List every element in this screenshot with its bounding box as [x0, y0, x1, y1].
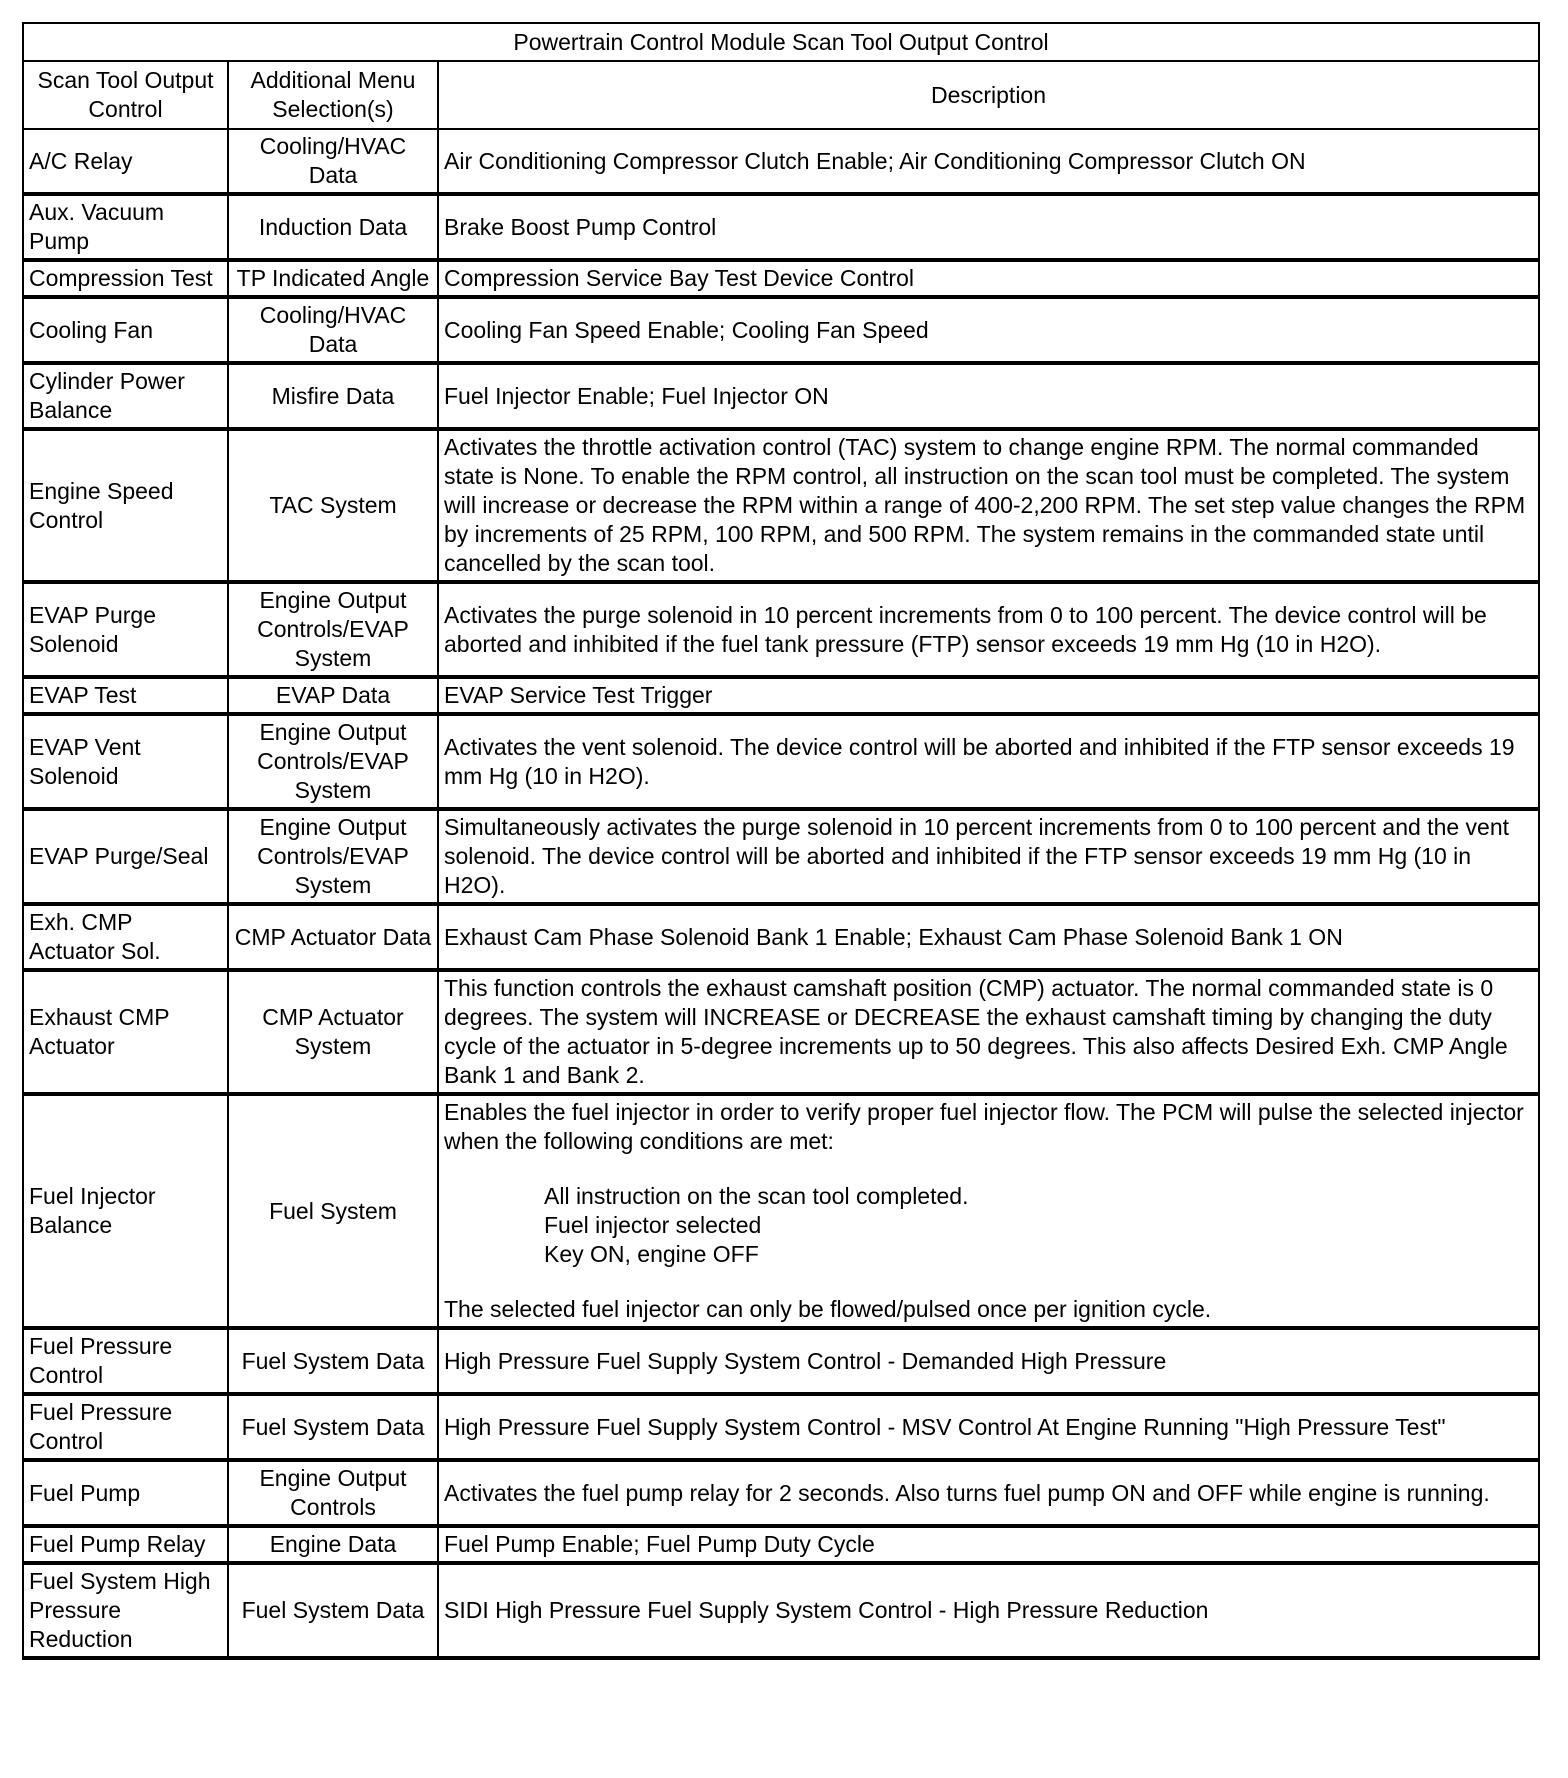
table-row — [23, 194, 1539, 260]
output-control-cell: Fuel Pressure Control — [23, 1328, 228, 1394]
table-row — [23, 904, 1539, 970]
menu-selection-cell: Fuel System Data — [228, 1394, 438, 1460]
menu-selection-cell: TP Indicated Angle — [228, 260, 438, 297]
menu-selection-cell: Engine Output Controls/EVAP System — [228, 809, 438, 904]
output-control-cell: Engine Speed Control — [23, 429, 228, 582]
description-cell: Fuel Injector Enable; Fuel Injector ON — [438, 363, 1539, 429]
description-cell: This function controls the exhaust camshaft position (CMP) actuator. The normal commanded state is 0 degrees. The system will INCREASE or DECREASE the exhaust camshaft timing by changing the duty cycle of the actuator in 5-degree increments up to 50 degrees. This also affects Desired Exh. CMP Angle Bank 1 and Bank 2. — [438, 970, 1539, 1094]
menu-selection-cell: Induction Data — [228, 194, 438, 260]
menu-selection-cell: TAC System — [228, 429, 438, 582]
output-control-cell: Cylinder Power Balance — [23, 363, 228, 429]
output-control-table — [22, 22, 1540, 1660]
output-control-cell: Fuel System High Pressure Reduction — [23, 1563, 228, 1658]
description-note: The selected fuel injector can only be flowed/pulsed once per ignition cycle. — [444, 1296, 1212, 1322]
menu-selection-cell: Fuel System Data — [228, 1328, 438, 1394]
description-cell: Activates the throttle activation control (TAC) system to change engine RPM. The normal commanded state is None. To enable the RPM control, all instruction on the scan tool must be completed. The system will increase or decrease the RPM within a range of 400-2,200 RPM. The set step value changes the RPM by increments of 25 RPM, 100 RPM, and 500 RPM. The system remains in the commanded state until cancelled by the scan tool. — [438, 429, 1539, 582]
table-row — [23, 363, 1539, 429]
output-control-cell: Cooling Fan — [23, 297, 228, 363]
table-row — [23, 129, 1539, 194]
description-cell: Activates the purge solenoid in 10 percent increments from 0 to 100 percent. The device control will be aborted and inhibited if the fuel tank pressure (FTP) sensor exceeds 19 mm Hg (10 in H2O). — [438, 582, 1539, 677]
menu-selection-cell: Engine Output Controls/EVAP System — [228, 714, 438, 809]
output-control-cell: Compression Test — [23, 260, 228, 297]
output-control-cell: Fuel Pressure Control — [23, 1394, 228, 1460]
header-description: Description — [438, 61, 1539, 129]
header-menu-selection: Additional Menu Selection(s) — [228, 61, 438, 129]
conditions-list — [544, 1182, 1533, 1269]
output-control-cell: EVAP Test — [23, 677, 228, 714]
table-row — [23, 582, 1539, 677]
table-row — [23, 297, 1539, 363]
table-row — [23, 1563, 1539, 1658]
condition-item: Key ON, engine OFF — [544, 1241, 759, 1267]
output-control-cell: Fuel Pump Relay — [23, 1526, 228, 1563]
menu-selection-cell: Misfire Data — [228, 363, 438, 429]
description-cell: EVAP Service Test Trigger — [438, 677, 1539, 714]
menu-selection-cell: Fuel System Data — [228, 1563, 438, 1658]
menu-selection-cell: Engine Output Controls/EVAP System — [228, 582, 438, 677]
output-control-cell: Fuel Injector Balance — [23, 1094, 228, 1328]
table-row — [23, 970, 1539, 1094]
description-cell: Activates the fuel pump relay for 2 seconds. Also turns fuel pump ON and OFF while engine is running. — [438, 1460, 1539, 1526]
description-cell: Fuel Pump Enable; Fuel Pump Duty Cycle — [438, 1526, 1539, 1563]
output-control-cell: A/C Relay — [23, 129, 228, 194]
output-control-cell: EVAP Purge/Seal — [23, 809, 228, 904]
menu-selection-cell: CMP Actuator Data — [228, 904, 438, 970]
description-cell: Air Conditioning Compressor Clutch Enable; Air Conditioning Compressor Clutch ON — [438, 129, 1539, 194]
output-control-cell: Exhaust CMP Actuator — [23, 970, 228, 1094]
output-control-cell: Aux. Vacuum Pump — [23, 194, 228, 260]
table-row — [23, 1460, 1539, 1526]
table-row — [23, 1526, 1539, 1563]
description-cell: Activates the vent solenoid. The device control will be aborted and inhibited if the FTP sensor exceeds 19 mm Hg (10 in H2O). — [438, 714, 1539, 809]
menu-selection-cell: Engine Output Controls — [228, 1460, 438, 1526]
table-title: Powertrain Control Module Scan Tool Output Control — [23, 23, 1539, 61]
header-output-control: Scan Tool Output Control — [23, 61, 228, 129]
table-row — [23, 429, 1539, 582]
menu-selection-cell: Fuel System — [228, 1094, 438, 1328]
description-cell: SIDI High Pressure Fuel Supply System Control - High Pressure Reduction — [438, 1563, 1539, 1658]
menu-selection-cell: Cooling/HVAC Data — [228, 129, 438, 194]
table-row — [23, 677, 1539, 714]
output-control-cell: EVAP Purge Solenoid — [23, 582, 228, 677]
menu-selection-cell: EVAP Data — [228, 677, 438, 714]
condition-item: All instruction on the scan tool completed. — [544, 1183, 969, 1209]
condition-item: Fuel injector selected — [544, 1212, 762, 1238]
output-control-cell: Exh. CMP Actuator Sol. — [23, 904, 228, 970]
description-cell: Brake Boost Pump Control — [438, 194, 1539, 260]
output-control-cell: EVAP Vent Solenoid — [23, 714, 228, 809]
table-row — [23, 1394, 1539, 1460]
description-intro: Enables the fuel injector in order to verify proper fuel injector flow. The PCM will pulse the selected injector when the following conditions are met: — [444, 1099, 1524, 1154]
menu-selection-cell: CMP Actuator System — [228, 970, 438, 1094]
description-cell: Exhaust Cam Phase Solenoid Bank 1 Enable; Exhaust Cam Phase Solenoid Bank 1 ON — [438, 904, 1539, 970]
description-cell: Simultaneously activates the purge solenoid in 10 percent increments from 0 to 100 percent and the vent solenoid. The device control will be aborted and inhibited if the FTP sensor exceeds 19 mm Hg (10 in H2O). — [438, 809, 1539, 904]
menu-selection-cell: Engine Data — [228, 1526, 438, 1563]
table-row — [23, 1094, 1539, 1328]
description-cell — [438, 1094, 1539, 1328]
menu-selection-cell: Cooling/HVAC Data — [228, 297, 438, 363]
table-row — [23, 260, 1539, 297]
description-cell: High Pressure Fuel Supply System Control - MSV Control At Engine Running "High Pressure Test" — [438, 1394, 1539, 1460]
description-cell: High Pressure Fuel Supply System Control - Demanded High Pressure — [438, 1328, 1539, 1394]
table-row — [23, 809, 1539, 904]
table-row — [23, 1328, 1539, 1394]
output-control-cell: Fuel Pump — [23, 1460, 228, 1526]
description-cell: Cooling Fan Speed Enable; Cooling Fan Speed — [438, 297, 1539, 363]
table-row — [23, 714, 1539, 809]
description-cell: Compression Service Bay Test Device Control — [438, 260, 1539, 297]
